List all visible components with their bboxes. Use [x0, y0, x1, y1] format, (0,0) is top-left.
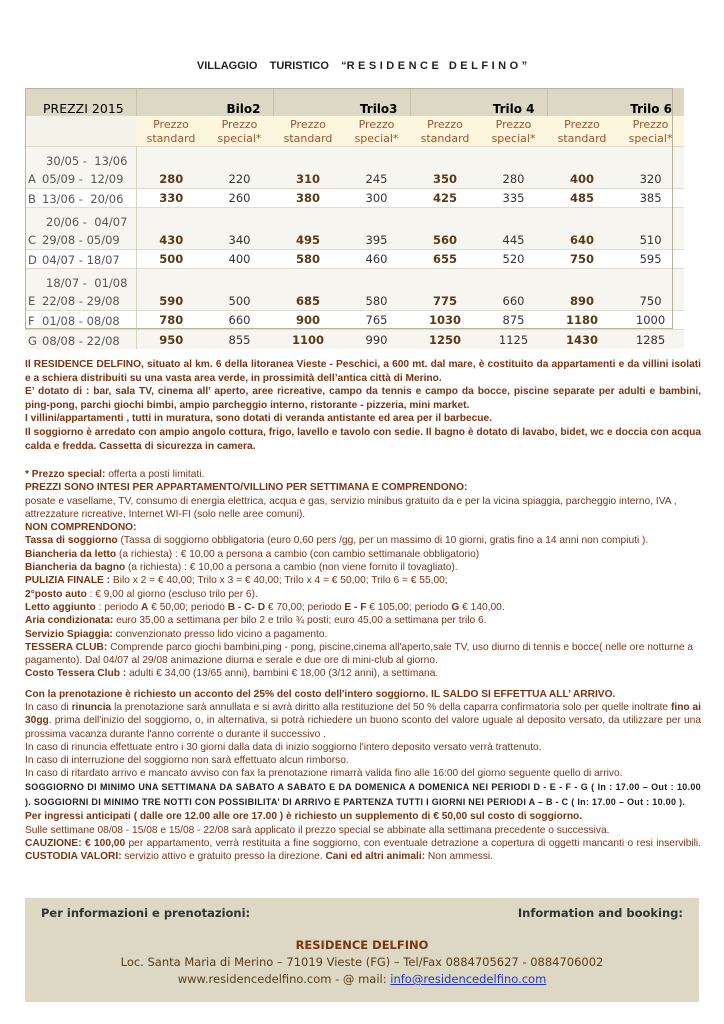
period-code: G: [28, 333, 37, 348]
price-period-row: [25, 311, 684, 330]
soggiorno-minimo-line: SOGGIORNO DI MINIMO UNA SETTIMANA DA SABATO A SABATO E DA DOMENICA A DOMENICA NEI PERIODI D - E - F - G ( In : 17.00 – Out : 10.00 ). SOGGIORNI DI MINIMO TRE NOTTI CON POSSIBILITA’ DI ARRIVO E PARTENZA TUTTI I GIORNI NEI PERIODI A – B - C ( In: 17.00 – Out : 10.00 ).: [25, 782, 701, 808]
description-p2: E’ dotato di : bar, sala TV, cinema all’ aperto, aree ricreative, campo da tennis e campo da bocce, piscine separate per adulti e bambini, ping-pong, parchi giochi bimbi, ampio parcheggio interno, ristorante - pizzeria, mini market.: [25, 386, 701, 411]
period-date-range: 08/08 - 22/08: [42, 333, 120, 348]
footer-info-label: Per informazioni e prenotazioni:: [41, 906, 251, 920]
custodia-val: servizio attivo e gratuito presso la direzione.: [121, 851, 326, 863]
price-standard: 775: [410, 269, 480, 311]
bagno-line: [25, 561, 701, 574]
price-standard: 890: [547, 269, 617, 311]
price-standard-header: Prezzo standard: [547, 116, 617, 147]
rinuncia-text: la prenotazione sarà annullata e si avrà diritto alla restituzione del 50 % della caparra confirmatoria solo per quelle inoltrate: [111, 702, 671, 714]
price-standard: 425: [410, 189, 480, 208]
aggiunto-text: € 140,00.: [459, 601, 505, 613]
period-date-range: 30/05 - 13/06: [46, 154, 128, 168]
price-special: 245: [343, 147, 410, 189]
price-standard-header: Prezzo standard: [273, 116, 343, 147]
period-dates: [28, 152, 136, 170]
period-code: D: [28, 253, 37, 267]
price-standard: 1250: [410, 330, 480, 349]
period-label: [25, 269, 136, 311]
tassa-val: (Tassa di soggiorno obbligatoria (euro 0,60 pers /gg, per un massimo di 10 giorni, gratis fino a 14 anni non compiuti ).: [117, 535, 649, 547]
price-standard: 380: [273, 189, 343, 208]
price-special-header: Prezzo special*: [617, 116, 684, 147]
price-standard: 430: [136, 208, 206, 250]
rinuncia-30-line: In caso di rinuncia effettuate entro i 30 giorni dalla data di inizio soggiorno l'intero deposito versato verrà trattenuto.: [25, 741, 542, 753]
excluded-title: NON COMPRENDONO:: [25, 522, 137, 534]
price-standard: 485: [547, 189, 617, 208]
bagno-key: Biancheria da bagno: [25, 562, 126, 574]
price-standard: 580: [273, 250, 343, 269]
spiaggia-line: [25, 628, 701, 641]
rinuncia-bold: rinuncia: [71, 702, 112, 714]
rinuncia-bold: fino ai 30gg: [25, 702, 702, 727]
period-label: [25, 208, 136, 250]
pulizia-key: PULIZIA FINALE :: [25, 575, 111, 587]
letto-aggiunto-line: [25, 601, 701, 614]
price-special: 765: [343, 311, 410, 330]
settimane-line: Sulle settimane 08/08 - 15/08 e 15/08 - 22/08 sarà applicato il prezzo special se abbinate alla settimana precedente o successiva.: [25, 824, 610, 836]
spiaggia-key: Servizio Spiaggia:: [25, 628, 113, 640]
aggiunto-period: G: [451, 601, 460, 613]
deposit-line: Con la prenotazione è richiesto un acconto del 25% del costo dell'intero soggiorno. IL SALDO SI EFFETTUA ALL’ ARRIVO.: [25, 689, 616, 700]
price-standard: 495: [273, 208, 343, 250]
contact-footer: [25, 898, 699, 1002]
price-standard: 590: [136, 269, 206, 311]
category-header: Bilo2: [136, 88, 273, 116]
title-residence-name: RESIDENCE DELFINO: [346, 60, 522, 72]
period-dates: [28, 252, 136, 268]
price-special: 990: [343, 330, 410, 349]
description-p3: I villini/appartamenti , tutti in muratura, sono dotati di veranda antistante ed area per il barbecue.: [25, 413, 493, 425]
posto-val: : € 9,00 al giorno (escluso trilo per 6).: [86, 588, 258, 600]
price-standard: 1030: [410, 311, 480, 330]
posto-auto-line: [25, 588, 701, 601]
footer-booking-label: Information and booking:: [517, 906, 683, 920]
price-special: 580: [343, 269, 410, 311]
conditions: [25, 468, 701, 681]
anticipi-line: Per ingressi anticipati ( dalle ore 12.00 alle ore 17.00 ) è richiesto un supplemento di € 50,00 sul costo di soggiorno.: [25, 811, 583, 823]
price-standard: 900: [273, 311, 343, 330]
aggiunto-text: € 50,00; periodo: [148, 601, 228, 613]
category-header: Trilo 6: [547, 88, 684, 116]
period-code: F: [28, 314, 35, 328]
price-special: 855: [206, 330, 273, 349]
price-special-header: Prezzo special*: [343, 116, 410, 147]
letto-key: Biancheria da letto: [25, 548, 117, 560]
aggiunto-period: E - F: [344, 601, 367, 613]
special-val: offerta a posti limitati.: [105, 469, 205, 480]
price-special: 500: [206, 269, 273, 311]
price-period-row: [25, 189, 684, 208]
price-special: 520: [480, 250, 547, 269]
price-special: 320: [617, 147, 684, 189]
period-dates: [28, 333, 136, 349]
period-code: A: [28, 172, 36, 186]
price-standard: 500: [136, 250, 206, 269]
price-period-row: [25, 208, 684, 250]
aria-val: euro 35,00 a settimana per bilo 2 e trilo ¾ posti; euro 45,00 a settimana per trilo 6.: [113, 615, 487, 627]
price-period-row: [25, 269, 684, 311]
booking-terms: [25, 688, 701, 863]
price-standard: 330: [136, 189, 206, 208]
period-label: [25, 250, 136, 269]
table-corner-label: PREZZI 2015: [25, 88, 136, 116]
tassa-key: Tassa di soggiorno: [25, 535, 118, 547]
ritardo-line: In caso di ritardato arrivo e mancato avviso con fax la prenotazione rimarrà valida fino alle 16:00 del giorno seguente quello di arrivo.: [25, 768, 623, 780]
price-special: 660: [206, 311, 273, 330]
price-standard-header: Prezzo standard: [136, 116, 206, 147]
price-special: 1125: [480, 330, 547, 349]
aggiunto-period: B - C- D: [227, 601, 266, 613]
period-date-range: 13/06 - 20/06: [42, 192, 124, 206]
rinuncia-text: . prima dell'inizio del soggiorno, o, in alternativa, si potrà richiedere un buono sconto del valore uguale al deposito versato, da utilizzare per una prossima vacanza durante l'anno corrente o durante il successivo .: [25, 715, 701, 740]
cauzione-line: [25, 837, 701, 863]
price-standard: 655: [410, 250, 480, 269]
price-special-header: Prezzo special*: [206, 116, 273, 147]
pulizia-val: Bilo x 2 = € 40,00; Trilo x 3 = € 40,00; Trilo x 4 = € 50,00; Trilo 6 = € 55,00;: [110, 575, 448, 587]
rinuncia-line: [25, 701, 701, 741]
category-header: Trilo3: [273, 88, 410, 116]
price-standard: 1100: [273, 330, 343, 349]
aggiunto-period: A: [141, 601, 149, 613]
price-special-header: Prezzo special*: [480, 116, 547, 147]
price-special: 220: [206, 147, 273, 189]
footer-residence-name: RESIDENCE DELFINO: [295, 938, 429, 952]
price-period-row: [25, 330, 684, 349]
aggiunto-text: : periodo: [95, 601, 142, 613]
description-p1: Il RESIDENCE DELFINO, situato al km. 6 della litoranea Vieste - Peschici, a 600 mt. dal mare, è costituito da appartamenti e da villini isolati e a schiera distribuiti su una vasta area verde, in prossimità dell’antica città di Merino.: [25, 359, 701, 384]
price-special: 660: [480, 269, 547, 311]
letto-line: [25, 548, 701, 561]
spiaggia-val: convenzionato presso lido vicino a pagamento.: [112, 628, 328, 640]
price-standard: 560: [410, 208, 480, 250]
price-period-row: [25, 250, 684, 269]
posto-key: 2°posto auto: [25, 588, 87, 600]
price-special: 260: [206, 189, 273, 208]
subheader-empty: [25, 116, 136, 147]
price-special: 595: [617, 250, 684, 269]
footer-web-line: [25, 972, 699, 986]
period-label: [25, 330, 136, 349]
costo-val: adulti € 34,00 (13/65 anni), bambini € 18,00 (3/12 anni), a settimana.: [126, 668, 439, 680]
special-note: [25, 468, 701, 481]
period-dates: [28, 274, 136, 292]
included-text: posate e vasellame, TV, consumo di energia elettrica, acqua e gas, servizio minibus gratuito da e per la vicina spiaggia, parcheggio interno, IVA , attrezzature ricreative, Internet WI-FI (solo nelle aree comuni).: [25, 495, 677, 520]
aggiunto-key: Letto aggiunto: [25, 601, 96, 613]
aggiunto-text: € 105,00; periodo: [366, 601, 452, 613]
price-standard: 640: [547, 208, 617, 250]
footer-website: www.residencedelfino.com - @ mail:: [177, 972, 391, 986]
price-special: 875: [480, 311, 547, 330]
price-standard: 750: [547, 250, 617, 269]
period-date-range: 29/08 - 05/09: [42, 233, 120, 247]
price-special: 445: [480, 208, 547, 250]
rinuncia-text: In caso di: [25, 702, 72, 714]
price-standard: 280: [136, 147, 206, 189]
price-special: 400: [206, 250, 273, 269]
price-special: 1000: [617, 311, 684, 330]
price-standard: 685: [273, 269, 343, 311]
price-special: 385: [617, 189, 684, 208]
interruzione-line: In caso di interruzione del soggiorno non sarà effettuato alcun rimborso.: [25, 755, 349, 767]
cauzione-key: CAUZIONE: € 100,00: [25, 837, 126, 849]
period-label: [25, 311, 136, 330]
price-special: 340: [206, 208, 273, 250]
period-code: E: [28, 294, 36, 308]
aria-line: [25, 614, 701, 627]
title-prefix: VILLAGGIO TURISTICO “: [196, 60, 347, 72]
costo-key: Costo Tessera Club :: [25, 668, 127, 680]
cauzione-val: per appartamento, verrà restituita a fine soggiorno, con eventuale detrazione a copertura di oggetti mancanti o resi inservibili.: [125, 837, 701, 849]
period-date-range: 04/07 - 18/07: [42, 253, 120, 267]
special-key: * Prezzo special:: [25, 469, 106, 480]
description-p4: Il soggiorno è arredato con ampio angolo cottura, frigo, lavello e tavolo con sedie. Il bagno è dotato di lavabo, bidet, wc e doccia con acqua calda e fredda. Cassetta di sicurezza in camera.: [25, 426, 701, 452]
price-standard: 950: [136, 330, 206, 349]
aria-key: Aria condizionata:: [25, 615, 114, 627]
bagno-val: (a richiesta) : € 10,00 a persona a cambio (non viene fornito il tovagliato).: [125, 562, 458, 574]
period-date-range: 18/07 - 01/08: [46, 276, 128, 290]
period-date-range: 05/09 - 12/09: [42, 172, 124, 186]
period-date-range: 01/08 - 08/08: [42, 314, 120, 328]
period-dates: [28, 231, 136, 249]
period-code: B: [28, 192, 36, 206]
document-title: [0, 60, 724, 72]
price-standard: 310: [273, 147, 343, 189]
period-dates: [28, 292, 136, 310]
price-special: 750: [617, 269, 684, 311]
animali-key: Cani ed altri animali:: [325, 851, 426, 863]
email-link[interactable]: info@residencedelfino.com: [390, 972, 547, 986]
table-header-row: [25, 88, 684, 116]
costo-tessera-line: [25, 667, 701, 680]
period-code: C: [28, 233, 37, 247]
description: [25, 358, 701, 453]
price-standard-header: Prezzo standard: [410, 116, 480, 147]
price-special: 280: [480, 147, 547, 189]
price-special: 300: [343, 189, 410, 208]
tassa-line: [25, 534, 701, 547]
price-standard: 1430: [547, 330, 617, 349]
period-dates: [28, 191, 136, 207]
period-date-range: 22/08 - 29/08: [42, 294, 120, 308]
category-header: Trilo 4: [410, 88, 547, 116]
tessera-line: [25, 641, 701, 668]
price-standard: 400: [547, 147, 617, 189]
price-period-row: [25, 147, 684, 189]
footer-address: Loc. Santa Maria di Merino – 71019 Vieste (FG) – Tel/Fax 0884705627 - 0884706002: [120, 955, 604, 969]
included-title: PREZZI SONO INTESI PER APPARTAMENTO/VILLINO PER SETTIMANA E COMPRENDONO:: [25, 482, 468, 494]
pulizia-line: [25, 574, 701, 587]
tessera-key: TESSERA CLUB:: [25, 641, 108, 653]
aggiunto-text: € 70,00; periodo: [265, 601, 345, 613]
price-special: 335: [480, 189, 547, 208]
period-label: [25, 189, 136, 208]
price-standard: 350: [410, 147, 480, 189]
tessera-val: Comprende parco giochi bambini,ping - pong, piscine,cinema all'aperto,sale TV, uso diurno di tennis e bocce( nelle ore notturne a pagamento). Dal 04/07 al 29/08 animazione diurna e serale e due ore di mini-club al giorno.: [25, 641, 694, 667]
title-suffix: ”: [521, 60, 528, 72]
period-date-range: 20/06 - 04/07: [46, 215, 128, 229]
price-special: 1285: [617, 330, 684, 349]
price-table: [25, 88, 684, 349]
period-dates: [28, 213, 136, 231]
price-special: 395: [343, 208, 410, 250]
price-special: 510: [617, 208, 684, 250]
price-standard: 1180: [547, 311, 617, 330]
custodia-key: CUSTODIA VALORI:: [25, 851, 122, 863]
letto-val: (a richiesta) : € 10,00 a persona a cambio (con cambio settimanale obbligatorio): [116, 548, 480, 560]
table-subheader-row: [25, 116, 684, 147]
period-dates: [28, 170, 136, 188]
period-label: [25, 147, 136, 189]
period-dates: [28, 313, 136, 329]
price-special: 460: [343, 250, 410, 269]
price-standard: 780: [136, 311, 206, 330]
animali-val: Non ammessi.: [425, 851, 494, 863]
